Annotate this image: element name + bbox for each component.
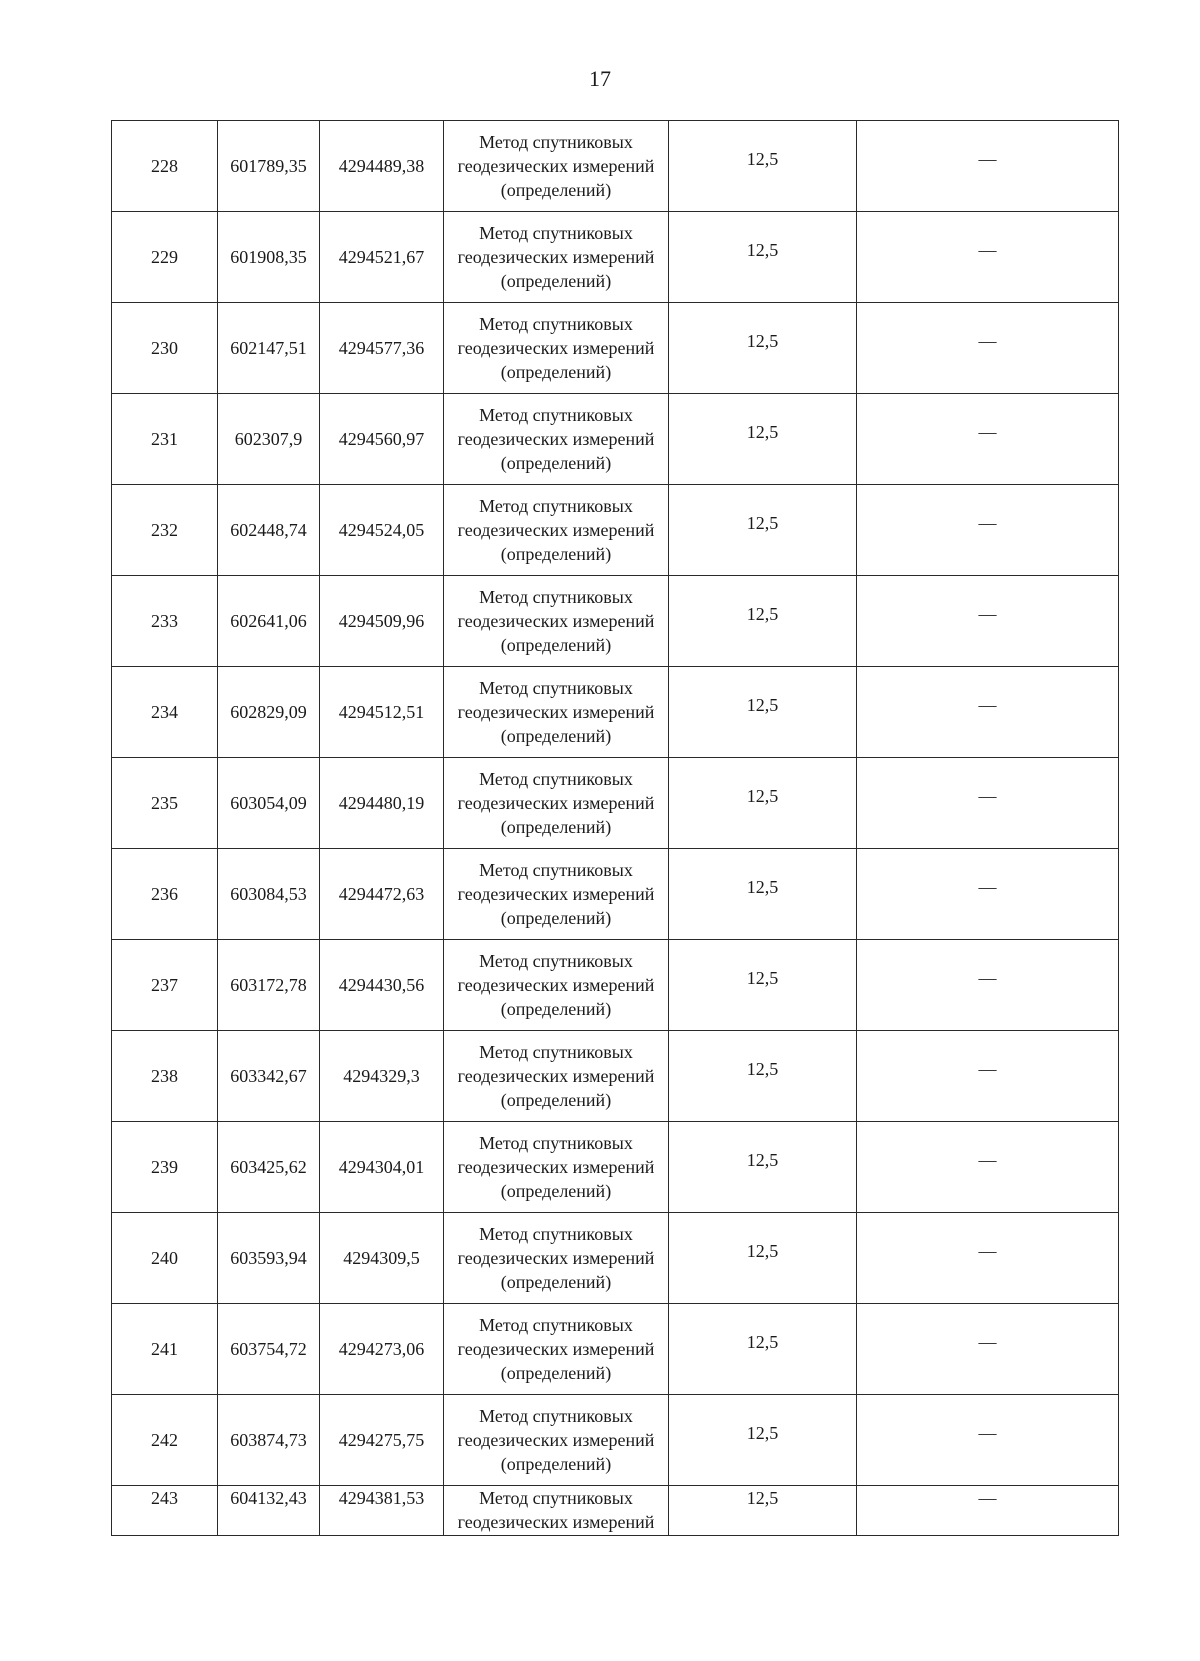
method-line: (определений) (500, 362, 612, 382)
accuracy-value: 12,5 (669, 1304, 857, 1395)
accuracy-value: 12,5 (669, 576, 857, 667)
method-line: (определений) (500, 726, 612, 746)
point-number: 236 (112, 849, 218, 940)
method-line: Метод спутниковых (479, 223, 633, 243)
accuracy-value: 12,5 (669, 212, 857, 303)
method-cell (444, 212, 669, 303)
point-number: 229 (112, 212, 218, 303)
method-line: Метод спутниковых (479, 860, 633, 880)
method-line: геодезических измерений (457, 702, 655, 722)
table-row (112, 212, 1119, 303)
accuracy-value: 12,5 (669, 940, 857, 1031)
method-line: (определений) (500, 999, 612, 1019)
note-dash: — (857, 1031, 1119, 1122)
method-line: (определений) (500, 1181, 612, 1201)
coordinate-x: 602829,09 (218, 667, 320, 758)
method-cell (444, 1213, 669, 1304)
accuracy-value: 12,5 (669, 303, 857, 394)
coordinate-x: 602641,06 (218, 576, 320, 667)
method-line: (определений) (500, 1272, 612, 1292)
coordinate-y: 4294480,19 (320, 758, 444, 849)
table-row (112, 1486, 1119, 1536)
table-row (112, 485, 1119, 576)
method-cell (444, 1122, 669, 1213)
coordinate-y: 4294512,51 (320, 667, 444, 758)
method-line: Метод спутниковых (479, 1315, 633, 1335)
method-line: (определений) (500, 817, 612, 837)
coordinate-x: 603342,67 (218, 1031, 320, 1122)
coordinate-x: 602448,74 (218, 485, 320, 576)
note-dash: — (857, 940, 1119, 1031)
method-line: (определений) (500, 180, 612, 200)
coordinate-x: 603054,09 (218, 758, 320, 849)
method-cell (444, 849, 669, 940)
coordinates-table (111, 120, 1119, 1536)
method-line: геодезических измерений (457, 1066, 655, 1086)
table-row (112, 849, 1119, 940)
method-line: Метод спутниковых (479, 1224, 633, 1244)
note-dash: — (857, 576, 1119, 667)
method-line: геодезических измерений (457, 338, 655, 358)
note-dash: — (857, 212, 1119, 303)
method-cell (444, 576, 669, 667)
method-cell (444, 1395, 669, 1486)
page-number: 17 (589, 66, 611, 91)
table-row (112, 1213, 1119, 1304)
accuracy-value: 12,5 (669, 1486, 857, 1536)
table-row (112, 576, 1119, 667)
point-number: 240 (112, 1213, 218, 1304)
table-row (112, 303, 1119, 394)
method-line: Метод спутниковых (479, 1042, 633, 1062)
accuracy-value: 12,5 (669, 1031, 857, 1122)
method-cell (444, 121, 669, 212)
accuracy-value: 12,5 (669, 667, 857, 758)
method-cell (444, 940, 669, 1031)
accuracy-value: 12,5 (669, 485, 857, 576)
method-line: (определений) (500, 635, 612, 655)
coordinate-x: 603172,78 (218, 940, 320, 1031)
coordinate-y: 4294560,97 (320, 394, 444, 485)
table-row (112, 1031, 1119, 1122)
point-number: 239 (112, 1122, 218, 1213)
coordinate-x: 604132,43 (218, 1486, 320, 1536)
method-line: Метод спутниковых (479, 405, 633, 425)
coordinate-x: 602147,51 (218, 303, 320, 394)
accuracy-value: 12,5 (669, 1213, 857, 1304)
note-dash: — (857, 485, 1119, 576)
coordinate-y: 4294489,38 (320, 121, 444, 212)
method-line: (определений) (500, 544, 612, 564)
method-line: Метод спутниковых (479, 1488, 633, 1508)
method-line: (определений) (500, 1363, 612, 1383)
method-line: геодезических измерений (457, 1248, 655, 1268)
note-dash: — (857, 758, 1119, 849)
coordinate-x: 603425,62 (218, 1122, 320, 1213)
method-line: геодезических измерений (457, 520, 655, 540)
point-number: 237 (112, 940, 218, 1031)
method-line: геодезических измерений (457, 156, 655, 176)
coordinate-y: 4294577,36 (320, 303, 444, 394)
table-row (112, 394, 1119, 485)
method-line: Метод спутниковых (479, 496, 633, 516)
point-number: 232 (112, 485, 218, 576)
coordinate-x: 601789,35 (218, 121, 320, 212)
method-cell (444, 303, 669, 394)
coordinate-x: 602307,9 (218, 394, 320, 485)
coordinate-y: 4294524,05 (320, 485, 444, 576)
method-line: Метод спутниковых (479, 951, 633, 971)
point-number: 228 (112, 121, 218, 212)
table-row (112, 121, 1119, 212)
coordinate-y: 4294304,01 (320, 1122, 444, 1213)
accuracy-value: 12,5 (669, 121, 857, 212)
method-line: Метод спутниковых (479, 1406, 633, 1426)
note-dash: — (857, 1395, 1119, 1486)
coordinate-x: 603593,94 (218, 1213, 320, 1304)
coordinate-y: 4294329,3 (320, 1031, 444, 1122)
point-number: 230 (112, 303, 218, 394)
coordinate-x: 603084,53 (218, 849, 320, 940)
coordinate-y: 4294381,53 (320, 1486, 444, 1536)
method-line: Метод спутниковых (479, 1133, 633, 1153)
method-line: геодезических измерений (457, 884, 655, 904)
table-row (112, 940, 1119, 1031)
point-number: 241 (112, 1304, 218, 1395)
note-dash: — (857, 1304, 1119, 1395)
coordinate-x: 603874,73 (218, 1395, 320, 1486)
coordinate-y: 4294472,63 (320, 849, 444, 940)
table-row (112, 1122, 1119, 1213)
accuracy-value: 12,5 (669, 849, 857, 940)
point-number: 242 (112, 1395, 218, 1486)
point-number: 233 (112, 576, 218, 667)
method-cell (444, 667, 669, 758)
point-number: 231 (112, 394, 218, 485)
accuracy-value: 12,5 (669, 758, 857, 849)
table-body (112, 121, 1119, 1536)
method-line: геодезических измерений (457, 1512, 655, 1532)
method-line: геодезических измерений (457, 247, 655, 267)
method-line: Метод спутниковых (479, 132, 633, 152)
coordinate-y: 4294430,56 (320, 940, 444, 1031)
table-row (112, 1395, 1119, 1486)
coordinate-y: 4294273,06 (320, 1304, 444, 1395)
coordinate-y: 4294275,75 (320, 1395, 444, 1486)
note-dash: — (857, 1486, 1119, 1536)
method-line: Метод спутниковых (479, 587, 633, 607)
note-dash: — (857, 849, 1119, 940)
note-dash: — (857, 394, 1119, 485)
point-number: 238 (112, 1031, 218, 1122)
accuracy-value: 12,5 (669, 1395, 857, 1486)
coordinate-y: 4294509,96 (320, 576, 444, 667)
point-number: 235 (112, 758, 218, 849)
accuracy-value: 12,5 (669, 1122, 857, 1213)
method-cell (444, 394, 669, 485)
method-cell (444, 1304, 669, 1395)
method-line: Метод спутниковых (479, 678, 633, 698)
point-number: 243 (112, 1486, 218, 1536)
method-line: геодезических измерений (457, 793, 655, 813)
note-dash: — (857, 667, 1119, 758)
coordinate-x: 603754,72 (218, 1304, 320, 1395)
method-line: Метод спутниковых (479, 769, 633, 789)
method-cell (444, 1486, 669, 1536)
note-dash: — (857, 303, 1119, 394)
method-line: геодезических измерений (457, 1339, 655, 1359)
coordinate-y: 4294309,5 (320, 1213, 444, 1304)
table-row (112, 667, 1119, 758)
coordinate-y: 4294521,67 (320, 212, 444, 303)
method-line: геодезических измерений (457, 1157, 655, 1177)
method-line: геодезических измерений (457, 1430, 655, 1450)
note-dash: — (857, 121, 1119, 212)
coordinate-x: 601908,35 (218, 212, 320, 303)
method-line: геодезических измерений (457, 611, 655, 631)
method-line: геодезических измерений (457, 429, 655, 449)
table-row (112, 1304, 1119, 1395)
method-line: геодезических измерений (457, 975, 655, 995)
method-line: (определений) (500, 453, 612, 473)
method-line: (определений) (500, 271, 612, 291)
note-dash: — (857, 1122, 1119, 1213)
method-line: (определений) (500, 908, 612, 928)
method-line: (определений) (500, 1090, 612, 1110)
method-line: (определений) (500, 1454, 612, 1474)
method-cell (444, 485, 669, 576)
method-cell (444, 1031, 669, 1122)
method-line: Метод спутниковых (479, 314, 633, 334)
accuracy-value: 12,5 (669, 394, 857, 485)
point-number: 234 (112, 667, 218, 758)
method-cell (444, 758, 669, 849)
note-dash: — (857, 1213, 1119, 1304)
table-row (112, 758, 1119, 849)
